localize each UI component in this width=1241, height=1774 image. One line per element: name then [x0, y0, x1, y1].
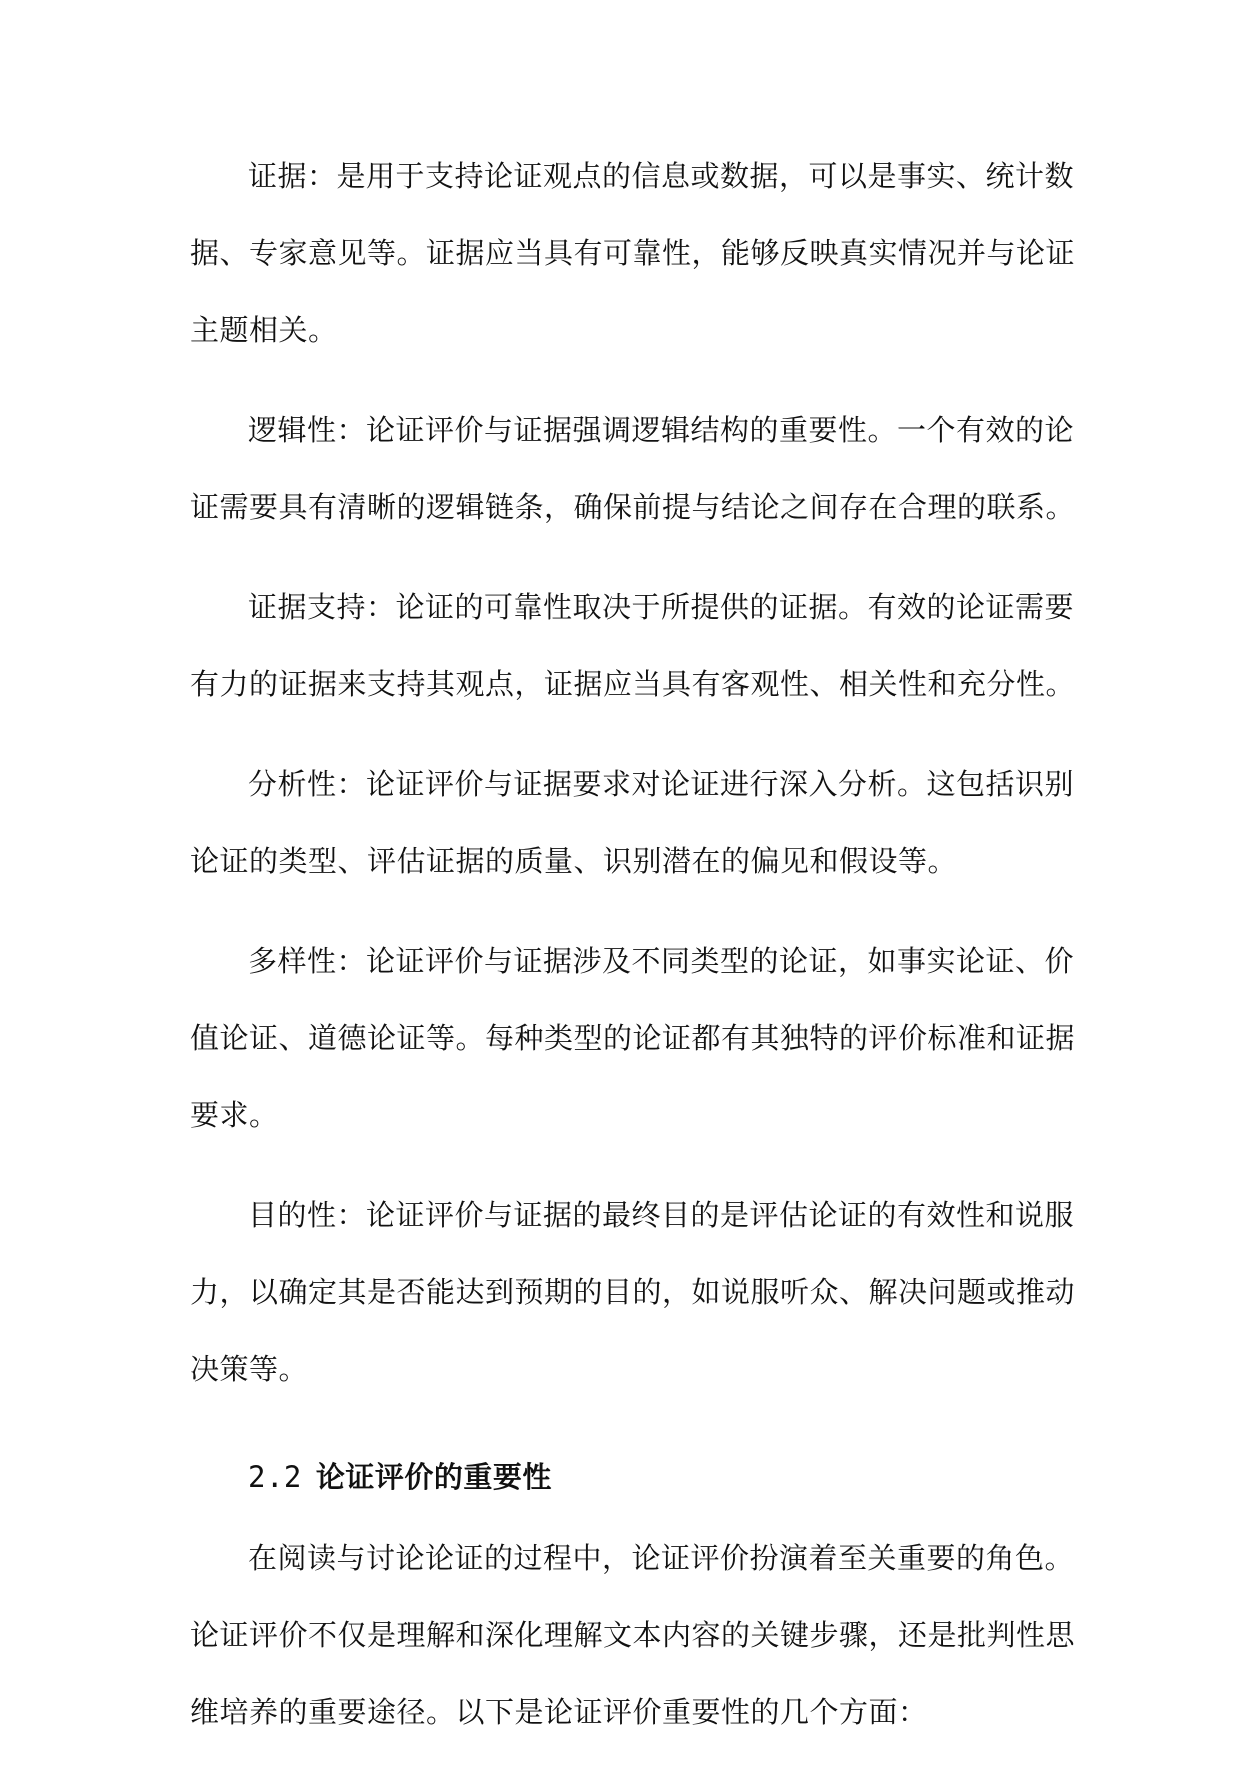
paragraph-line: 要求。: [190, 1098, 279, 1132]
paragraph-line: 证据支持：论证的可靠性取决于所提供的证据。有效的论证需要: [248, 590, 1075, 624]
paragraph-purpose: [190, 1177, 1076, 1408]
paragraph-line: 证据：是用于支持论证观点的信息或数据，可以是事实、统计数: [248, 159, 1075, 193]
paragraph-evidence: [190, 138, 1076, 369]
paragraph-line: 维培养的重要途径。以下是论证评价重要性的几个方面：: [190, 1695, 928, 1729]
paragraph-line: 据、专家意见等。证据应当具有可靠性，能够反映真实情况并与论证: [190, 236, 1076, 270]
paragraph-line: 论证评价不仅是理解和深化理解文本内容的关键步骤，还是批判性思: [190, 1618, 1076, 1652]
paragraph-logic: [190, 392, 1076, 546]
paragraph-evidence-support: [190, 569, 1076, 723]
paragraph-diversity: [190, 923, 1076, 1154]
paragraph-line: 值论证、道德论证等。每种类型的论证都有其独特的评价标准和证据: [190, 1021, 1076, 1055]
section-number: 2.2: [248, 1460, 302, 1494]
paragraph-line: 力，以确定其是否能达到预期的目的，如说服听众、解决问题或推动: [190, 1275, 1076, 1309]
paragraph-line: 主题相关。: [190, 313, 338, 347]
paragraph-line: 逻辑性：论证评价与证据强调逻辑结构的重要性。一个有效的论: [248, 413, 1075, 447]
paragraph-line: 在阅读与讨论论证的过程中，论证评价扮演着至关重要的角色。: [248, 1541, 1075, 1575]
paragraph-line: 目的性：论证评价与证据的最终目的是评估论证的有效性和说服: [248, 1198, 1075, 1232]
paragraph-line: 有力的证据来支持其观点，证据应当具有客观性、相关性和充分性。: [190, 667, 1076, 701]
document-body: [190, 138, 1076, 1774]
paragraph-importance-intro: [190, 1520, 1076, 1751]
section-title: 论证评价的重要性: [315, 1460, 552, 1494]
paragraph-line: 多样性：论证评价与证据涉及不同类型的论证，如事实论证、价: [248, 944, 1075, 978]
paragraph-analysis: [190, 746, 1075, 900]
paragraph-line: 决策等。: [190, 1352, 309, 1386]
paragraph-line: 论证的类型、评估证据的质量、识别潜在的偏见和假设等。: [190, 844, 958, 878]
paragraph-line: 分析性：论证评价与证据要求对论证进行深入分析。这包括识别: [248, 767, 1075, 801]
paragraph-line: 证需要具有清晰的逻辑链条，确保前提与结论之间存在合理的联系。: [190, 490, 1076, 524]
section-heading: [190, 1444, 1058, 1510]
